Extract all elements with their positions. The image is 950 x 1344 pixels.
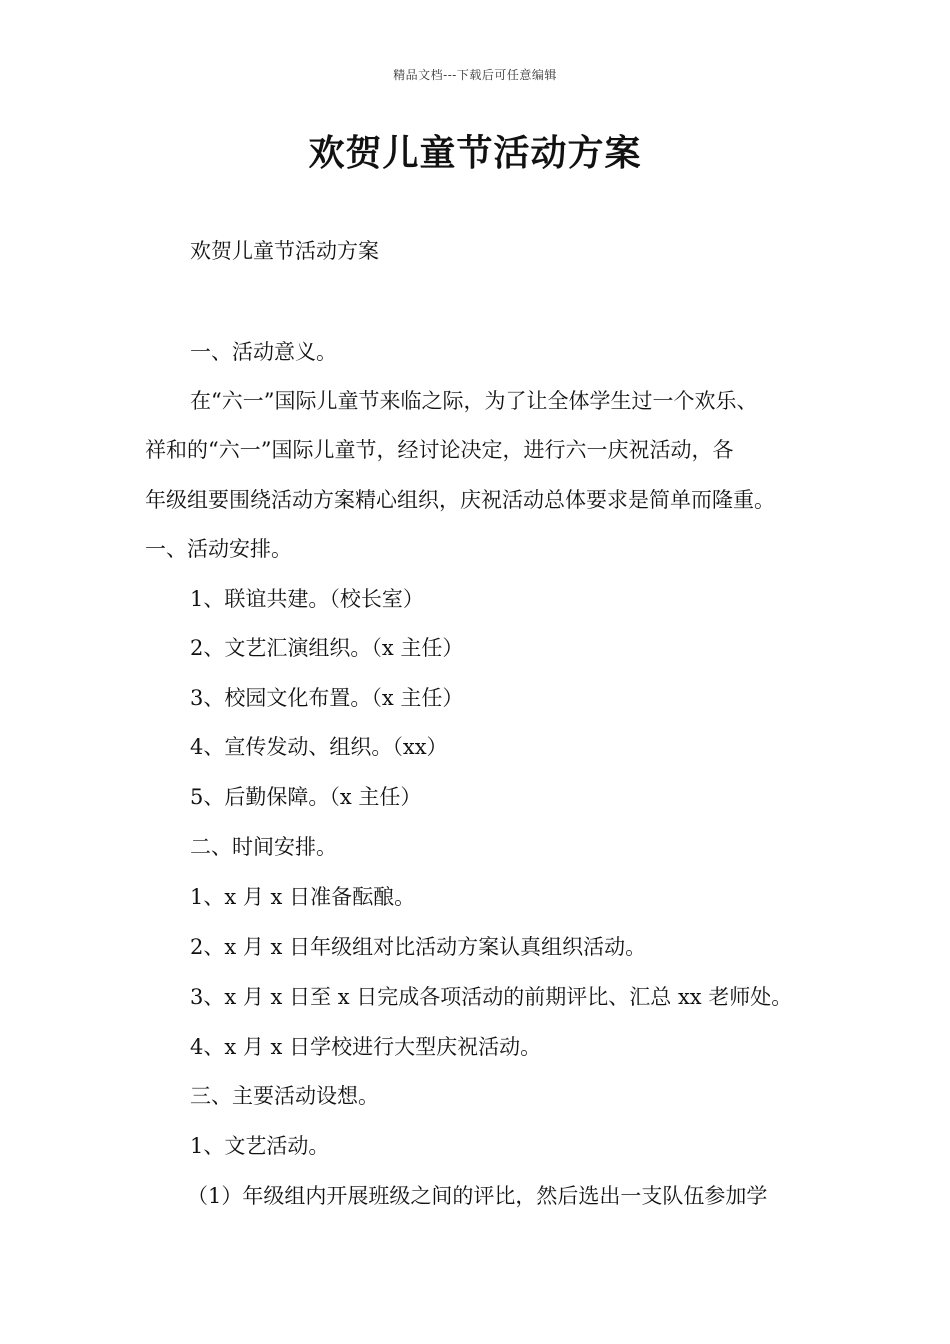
list-item: 2、x 月 x 日年级组对比活动方案认真组织活动。 (190, 935, 647, 959)
list-item: 1、联谊共建。（校长室） (190, 587, 424, 611)
list-item: 5、后勤保障。（x 主任） (190, 785, 422, 809)
list-item: 4、x 月 x 日学校进行大型庆祝活动。 (190, 1035, 542, 1059)
section-heading-2: 一、活动安排。 (145, 537, 292, 561)
section-heading-1: 一、活动意义。 (190, 340, 337, 364)
paragraph-line: （1）年级组内开展班级之间的评比，然后选出一支队伍参加学 (187, 1184, 768, 1208)
subtitle-line: 欢贺儿童节活动方案 (190, 239, 379, 263)
paragraph-line: 年级组要围绕活动方案精心组织，庆祝活动总体要求是简单而隆重。 (145, 488, 775, 512)
document-title: 欢贺儿童节活动方案 (308, 132, 642, 174)
section-heading-4: 三、主要活动设想。 (190, 1084, 379, 1108)
list-item: 3、校园文化布置。（x 主任） (190, 686, 464, 710)
list-item: 4、宣传发动、组织。（xx） (190, 735, 448, 759)
list-item: 1、文艺活动。 (190, 1134, 330, 1158)
list-item: 2、文艺汇演组织。（x 主任） (190, 636, 464, 660)
header-note: 精品文档---下载后可任意编辑 (393, 68, 557, 82)
paragraph-line: 在“六一”国际儿童节来临之际，为了让全体学生过一个欢乐、 (190, 389, 758, 413)
section-heading-3: 二、时间安排。 (190, 835, 337, 859)
paragraph-line: 祥和的“六一”国际儿童节，经讨论决定，进行六一庆祝活动，各 (145, 438, 734, 462)
list-item: 1、x 月 x 日准备酝酿。 (190, 885, 416, 909)
list-item: 3、x 月 x 日至 x 日完成各项活动的前期评比、汇总 xx 老师处。 (190, 985, 793, 1009)
